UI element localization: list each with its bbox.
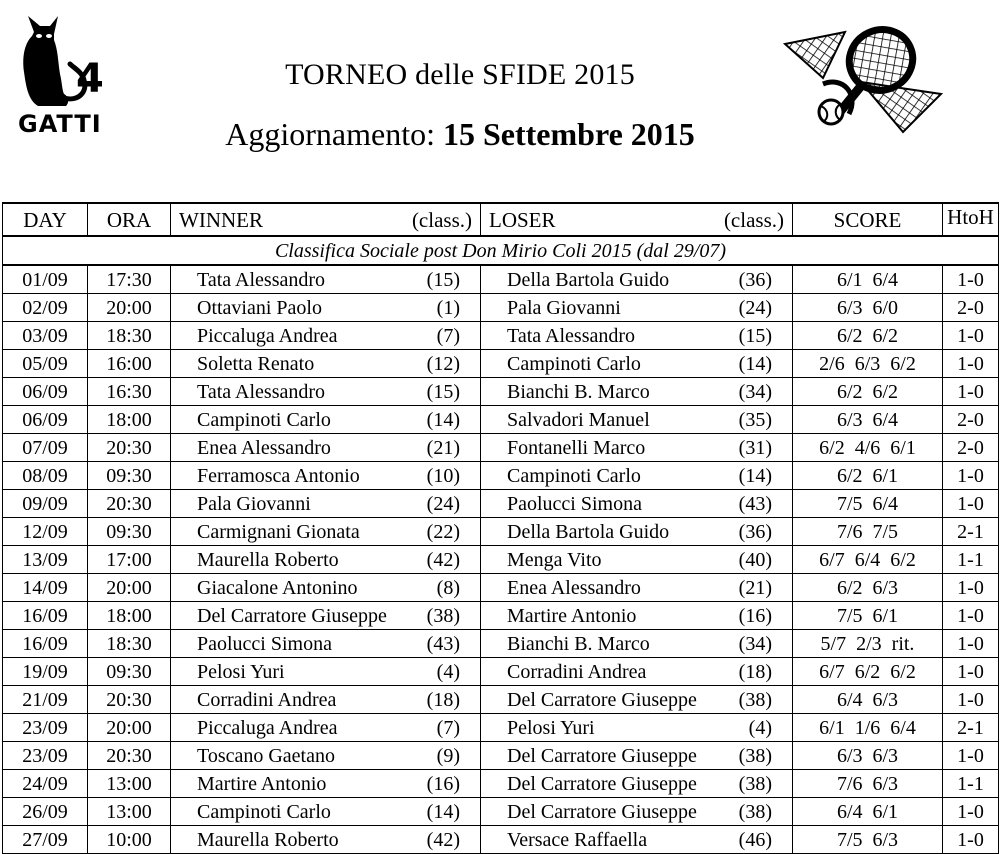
cell-htoh: 2-1	[943, 518, 999, 546]
cell-loser-class: (21)	[707, 574, 793, 602]
cell-loser: Salvadori Manuel	[481, 406, 707, 434]
cell-htoh: 1-0	[943, 265, 999, 294]
cell-loser-class: (15)	[707, 322, 793, 350]
cell-loser-class: (14)	[707, 462, 793, 490]
table-row	[3, 574, 999, 602]
table-row	[3, 434, 999, 462]
results-table	[2, 202, 999, 854]
cell-time: 20:30	[88, 742, 171, 770]
cell-winner-class: (14)	[395, 798, 481, 826]
cell-score: 2/6 6/3 6/2	[793, 350, 943, 378]
cell-day: 06/09	[3, 378, 88, 406]
cell-winner: Maurella Roberto	[171, 546, 395, 574]
cell-time: 17:00	[88, 546, 171, 574]
cell-time: 09:30	[88, 462, 171, 490]
cell-loser: Della Bartola Guido	[481, 518, 707, 546]
cell-winner: Pala Giovanni	[171, 490, 395, 518]
cell-score: 6/7 6/2 6/2	[793, 658, 943, 686]
cell-score: 6/7 6/4 6/2	[793, 546, 943, 574]
cell-loser-class: (16)	[707, 602, 793, 630]
cell-loser-class: (31)	[707, 434, 793, 462]
cell-loser-class: (4)	[707, 714, 793, 742]
col-header-ora: ORA	[88, 203, 171, 236]
cell-winner: Campinoti Carlo	[171, 406, 395, 434]
table-row	[3, 378, 999, 406]
table-row	[3, 322, 999, 350]
cell-winner: Enea Alessandro	[171, 434, 395, 462]
cell-loser: Campinoti Carlo	[481, 350, 707, 378]
cell-htoh: 1-1	[943, 770, 999, 798]
col-header-winner: WINNER	[171, 203, 395, 236]
table-row	[3, 350, 999, 378]
cell-score: 6/3 6/0	[793, 294, 943, 322]
cell-loser: Bianchi B. Marco	[481, 630, 707, 658]
cell-loser: Del Carratore Giuseppe	[481, 798, 707, 826]
cell-day: 07/09	[3, 434, 88, 462]
table-row	[3, 630, 999, 658]
cell-loser: Martire Antonio	[481, 602, 707, 630]
cell-time: 20:00	[88, 294, 171, 322]
cell-htoh: 1-1	[943, 546, 999, 574]
cell-htoh: 2-0	[943, 294, 999, 322]
cell-winner-class: (10)	[395, 462, 481, 490]
cell-winner-class: (43)	[395, 630, 481, 658]
cell-winner: Giacalone Antonino	[171, 574, 395, 602]
cell-htoh: 1-0	[943, 462, 999, 490]
cell-loser-class: (34)	[707, 630, 793, 658]
cell-time: 20:30	[88, 686, 171, 714]
table-row	[3, 658, 999, 686]
cell-score: 6/2 6/3	[793, 574, 943, 602]
cell-day: 01/09	[3, 265, 88, 294]
cell-winner-class: (12)	[395, 350, 481, 378]
cell-score: 6/2 6/2	[793, 322, 943, 350]
table-subheading: Classifica Sociale post Don Mirio Coli 2015 (dal 29/07)	[3, 236, 999, 265]
cell-score: 6/1 1/6 6/4	[793, 714, 943, 742]
cell-loser: Del Carratore Giuseppe	[481, 742, 707, 770]
cell-winner-class: (24)	[395, 490, 481, 518]
col-header-loser: LOSER	[481, 203, 707, 236]
cell-htoh: 1-0	[943, 630, 999, 658]
cell-htoh: 1-0	[943, 350, 999, 378]
col-header-loser-class: (class.)	[707, 203, 793, 236]
table-row	[3, 770, 999, 798]
cell-winner-class: (1)	[395, 294, 481, 322]
cell-winner-class: (9)	[395, 742, 481, 770]
cell-score: 6/1 6/4	[793, 265, 943, 294]
cell-winner-class: (42)	[395, 826, 481, 854]
cell-htoh: 1-0	[943, 574, 999, 602]
cell-htoh: 1-0	[943, 798, 999, 826]
cell-day: 13/09	[3, 546, 88, 574]
cell-loser-class: (34)	[707, 378, 793, 406]
table-row	[3, 294, 999, 322]
cell-loser: Pelosi Yuri	[481, 714, 707, 742]
cell-winner-class: (7)	[395, 322, 481, 350]
cell-day: 05/09	[3, 350, 88, 378]
cell-loser: Versace Raffaella	[481, 826, 707, 854]
col-header-day: DAY	[3, 203, 88, 236]
cell-loser-class: (14)	[707, 350, 793, 378]
cell-loser-class: (38)	[707, 686, 793, 714]
svg-text:4: 4	[76, 56, 104, 102]
cell-score: 7/5 6/3	[793, 826, 943, 854]
cell-time: 20:30	[88, 434, 171, 462]
cell-htoh: 2-1	[943, 714, 999, 742]
cell-loser: Fontanelli Marco	[481, 434, 707, 462]
cell-loser: Paolucci Simona	[481, 490, 707, 518]
cell-day: 23/09	[3, 714, 88, 742]
cell-winner: Toscano Gaetano	[171, 742, 395, 770]
cell-time: 17:30	[88, 265, 171, 294]
cell-day: 26/09	[3, 798, 88, 826]
cell-winner: Carmignani Gionata	[171, 518, 395, 546]
cell-day: 14/09	[3, 574, 88, 602]
cell-winner-class: (21)	[395, 434, 481, 462]
cell-day: 16/09	[3, 630, 88, 658]
cell-time: 09:30	[88, 518, 171, 546]
cell-winner: Soletta Renato	[171, 350, 395, 378]
cell-day: 19/09	[3, 658, 88, 686]
cell-day: 21/09	[3, 686, 88, 714]
cell-loser: Enea Alessandro	[481, 574, 707, 602]
cell-score: 7/5 6/1	[793, 602, 943, 630]
cell-day: 16/09	[3, 602, 88, 630]
cell-loser: Campinoti Carlo	[481, 462, 707, 490]
cell-loser: Della Bartola Guido	[481, 265, 707, 294]
cell-day: 27/09	[3, 826, 88, 854]
cell-score: 7/6 6/3	[793, 770, 943, 798]
table-row	[3, 462, 999, 490]
cell-winner: Maurella Roberto	[171, 826, 395, 854]
cell-score: 6/4 6/1	[793, 798, 943, 826]
cell-winner: Ottaviani Paolo	[171, 294, 395, 322]
cell-loser-class: (38)	[707, 742, 793, 770]
cell-day: 24/09	[3, 770, 88, 798]
cell-htoh: 1-0	[943, 490, 999, 518]
table-row	[3, 406, 999, 434]
col-header-winner-class: (class.)	[395, 203, 481, 236]
cell-htoh: 1-0	[943, 322, 999, 350]
cell-winner-class: (15)	[395, 265, 481, 294]
cell-day: 02/09	[3, 294, 88, 322]
cell-loser: Del Carratore Giuseppe	[481, 686, 707, 714]
table-row	[3, 798, 999, 826]
cell-winner: Piccaluga Andrea	[171, 714, 395, 742]
cell-loser: Corradini Andrea	[481, 658, 707, 686]
table-row	[3, 546, 999, 574]
cell-winner-class: (8)	[395, 574, 481, 602]
cell-winner-class: (7)	[395, 714, 481, 742]
cell-time: 20:00	[88, 714, 171, 742]
cell-winner: Corradini Andrea	[171, 686, 395, 714]
cell-winner: Del Carratore Giuseppe	[171, 602, 395, 630]
cell-day: 08/09	[3, 462, 88, 490]
table-row	[3, 742, 999, 770]
cell-time: 13:00	[88, 798, 171, 826]
cell-loser: Menga Vito	[481, 546, 707, 574]
cell-time: 18:00	[88, 406, 171, 434]
cell-time: 20:00	[88, 574, 171, 602]
cell-loser-class: (38)	[707, 770, 793, 798]
cell-winner-class: (42)	[395, 546, 481, 574]
cell-winner: Pelosi Yuri	[171, 658, 395, 686]
table-row	[3, 490, 999, 518]
cell-htoh: 2-0	[943, 406, 999, 434]
update-label: Aggiornamento:	[225, 116, 435, 152]
cell-winner-class: (4)	[395, 658, 481, 686]
update-line	[0, 116, 1000, 153]
cell-loser-class: (36)	[707, 518, 793, 546]
cell-score: 7/5 6/4	[793, 490, 943, 518]
cell-winner: Tata Alessandro	[171, 378, 395, 406]
cell-loser-class: (18)	[707, 658, 793, 686]
cell-time: 09:30	[88, 658, 171, 686]
cell-score: 6/4 6/3	[793, 686, 943, 714]
cell-htoh: 1-0	[943, 378, 999, 406]
cell-winner-class: (16)	[395, 770, 481, 798]
cell-htoh: 1-0	[943, 686, 999, 714]
cell-score: 5/7 2/3 rit.	[793, 630, 943, 658]
cell-loser-class: (36)	[707, 265, 793, 294]
cell-htoh: 1-0	[943, 742, 999, 770]
cell-loser-class: (43)	[707, 490, 793, 518]
cell-loser: Del Carratore Giuseppe	[481, 770, 707, 798]
cell-time: 10:00	[88, 826, 171, 854]
update-date: 15 Settembre 2015	[442, 116, 695, 152]
cell-day: 03/09	[3, 322, 88, 350]
cell-day: 06/09	[3, 406, 88, 434]
table-row	[3, 602, 999, 630]
cell-time: 20:30	[88, 490, 171, 518]
cell-time: 18:30	[88, 630, 171, 658]
cell-loser-class: (35)	[707, 406, 793, 434]
col-header-score: SCORE	[793, 203, 943, 236]
cell-score: 6/2 6/2	[793, 378, 943, 406]
table-row	[3, 518, 999, 546]
table-row	[3, 686, 999, 714]
cell-loser: Pala Giovanni	[481, 294, 707, 322]
cell-winner-class: (15)	[395, 378, 481, 406]
svg-text:GATTI: GATTI	[18, 110, 102, 136]
cell-time: 18:30	[88, 322, 171, 350]
cell-loser: Tata Alessandro	[481, 322, 707, 350]
cell-score: 6/2 4/6 6/1	[793, 434, 943, 462]
table-subheading-row	[3, 236, 999, 265]
cell-time: 18:00	[88, 602, 171, 630]
col-header-htoh: HtoH	[943, 203, 999, 236]
table-row	[3, 826, 999, 854]
cell-winner: Martire Antonio	[171, 770, 395, 798]
cell-score: 7/6 7/5	[793, 518, 943, 546]
cell-winner: Tata Alessandro	[171, 265, 395, 294]
cell-htoh: 1-0	[943, 826, 999, 854]
cell-day: 09/09	[3, 490, 88, 518]
cell-winner: Ferramosca Antonio	[171, 462, 395, 490]
cell-day: 12/09	[3, 518, 88, 546]
cell-loser-class: (46)	[707, 826, 793, 854]
cell-time: 16:30	[88, 378, 171, 406]
tournament-title: TORNEO delle SFIDE 2015	[285, 58, 635, 91]
cell-htoh: 2-0	[943, 434, 999, 462]
cell-loser: Bianchi B. Marco	[481, 378, 707, 406]
cell-loser-class: (40)	[707, 546, 793, 574]
cell-htoh: 1-0	[943, 658, 999, 686]
cell-winner: Campinoti Carlo	[171, 798, 395, 826]
cell-winner: Paolucci Simona	[171, 630, 395, 658]
cell-htoh: 1-0	[943, 602, 999, 630]
table-row	[3, 714, 999, 742]
cell-score: 6/3 6/4	[793, 406, 943, 434]
cell-time: 13:00	[88, 770, 171, 798]
cell-loser-class: (24)	[707, 294, 793, 322]
cell-score: 6/3 6/3	[793, 742, 943, 770]
cell-winner-class: (38)	[395, 602, 481, 630]
cell-winner-class: (18)	[395, 686, 481, 714]
table-row	[3, 265, 999, 294]
cell-day: 23/09	[3, 742, 88, 770]
cell-score: 6/2 6/1	[793, 462, 943, 490]
cell-loser-class: (38)	[707, 798, 793, 826]
table-header-row	[3, 203, 999, 236]
cell-winner: Piccaluga Andrea	[171, 322, 395, 350]
cell-winner-class: (14)	[395, 406, 481, 434]
cell-winner-class: (22)	[395, 518, 481, 546]
cell-time: 16:00	[88, 350, 171, 378]
